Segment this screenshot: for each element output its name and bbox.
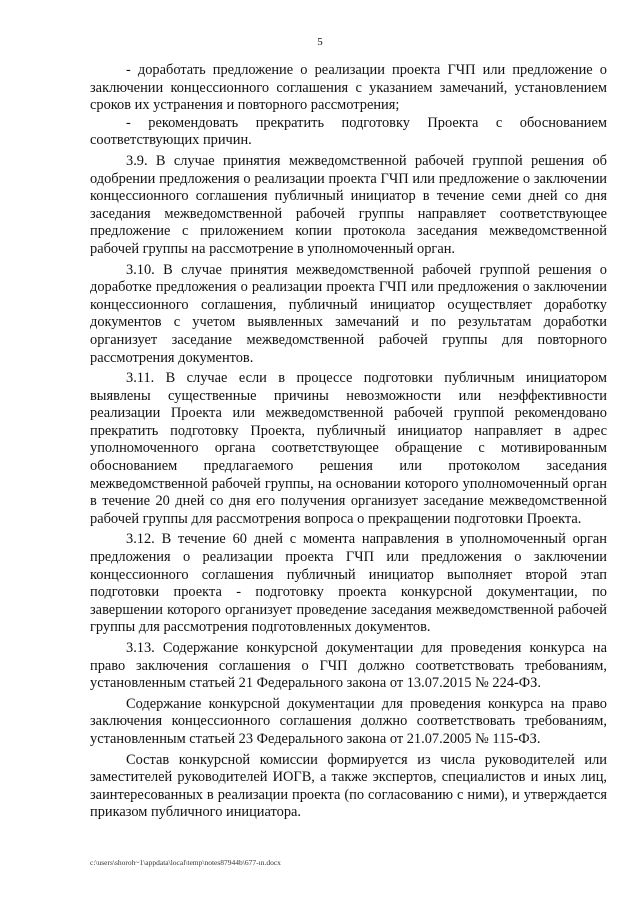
clause-3-9: 3.9. В случае принятия межведомственной рабочей группой решения об одобрении предложения о реализации проекта ГЧП или предложение о заключении концессионного соглашения публичный инициатор в течение семи дней со дня заседания межведомственной рабочей группы направляет соответствующее предложение с приложением копии протокола заседания межведомственной рабочей группы на рассмотрение в уполномоченный орган. bbox=[90, 152, 607, 257]
list-item-revise-proposal: - доработать предложение о реализации проекта ГЧП или предложение о заключении концессионного соглашения с указанием замечаний, установлением сроков их устранения и повторного рассмотрения; bbox=[90, 62, 607, 114]
clause-3-12: 3.12. В течение 60 дней с момента направления в уполномоченный орган предложения о реализации проекта ГЧП или предложения о заключении концессионного соглашения публичный инициатор выполняет второй этап подготовки проекта - подготовку проекта конкурсной документации, по завершении которого организует проведение заседания межведомственной рабочей группы для рассмотрения подготовленных документов. bbox=[90, 531, 607, 636]
footer-file-path: c:\users\shoroh~1\appdata\local\temp\notes87944b\677-ın.docx bbox=[90, 858, 281, 867]
clause-3-13: 3.13. Содержание конкурсной документации для проведения конкурса на право заключения соглашения о ГЧП должно соответствовать требованиям, установленным статьей 21 Федерального закона от 13.07.2015 № 224-ФЗ. bbox=[90, 640, 607, 692]
clause-3-11: 3.11. В случае если в процессе подготовки публичным инициатором выявлены существенные причины невозможности или неэффективности реализации Проекта или межведомственной рабочей группой рекомендовано прекратить подготовку Проекта, публичный инициатор направляет в адрес уполномоченного органа соответствующее обращение с мотивированным обоснованием предлагаемого решения или протоколом заседания межведомственной рабочей группы, на основании которого уполномоченный орган в течение 20 дней со дня его получения организует заседание межведомственной рабочей группы для рассмотрения вопроса о прекращении подготовки Проекта. bbox=[90, 370, 607, 527]
paragraph-concession-documentation: Содержание конкурсной документации для проведения конкурса на право заключения концессионного соглашения должно соответствовать требованиям, установленным статьей 23 Федерального закона от 21.07.2005 № 115-ФЗ. bbox=[90, 695, 607, 747]
paragraph-commission-composition: Состав конкурсной комиссии формируется из числа руководителей или заместителей руководителей ИОГВ, а также экспертов, специалистов и иных лиц, заинтересованных в реализации проекта (по согласованию с ними), и утверждается приказом публичного инициатора. bbox=[90, 751, 607, 821]
page-number: 5 bbox=[317, 36, 323, 48]
list-item-stop-preparation: - рекомендовать прекратить подготовку Проекта с обоснованием соответствующих причин. bbox=[90, 114, 607, 149]
document-body bbox=[90, 62, 607, 822]
clause-3-10: 3.10. В случае принятия межведомственной рабочей группой решения о доработке предложения о реализации проекта ГЧП или предложения о заключении концессионного соглашения, публичный инициатор осуществляет доработку документов с учетом выявленных замечаний и по результатам доработки организует заседание межведомственной рабочей группы для повторного рассмотрения документов. bbox=[90, 261, 607, 366]
